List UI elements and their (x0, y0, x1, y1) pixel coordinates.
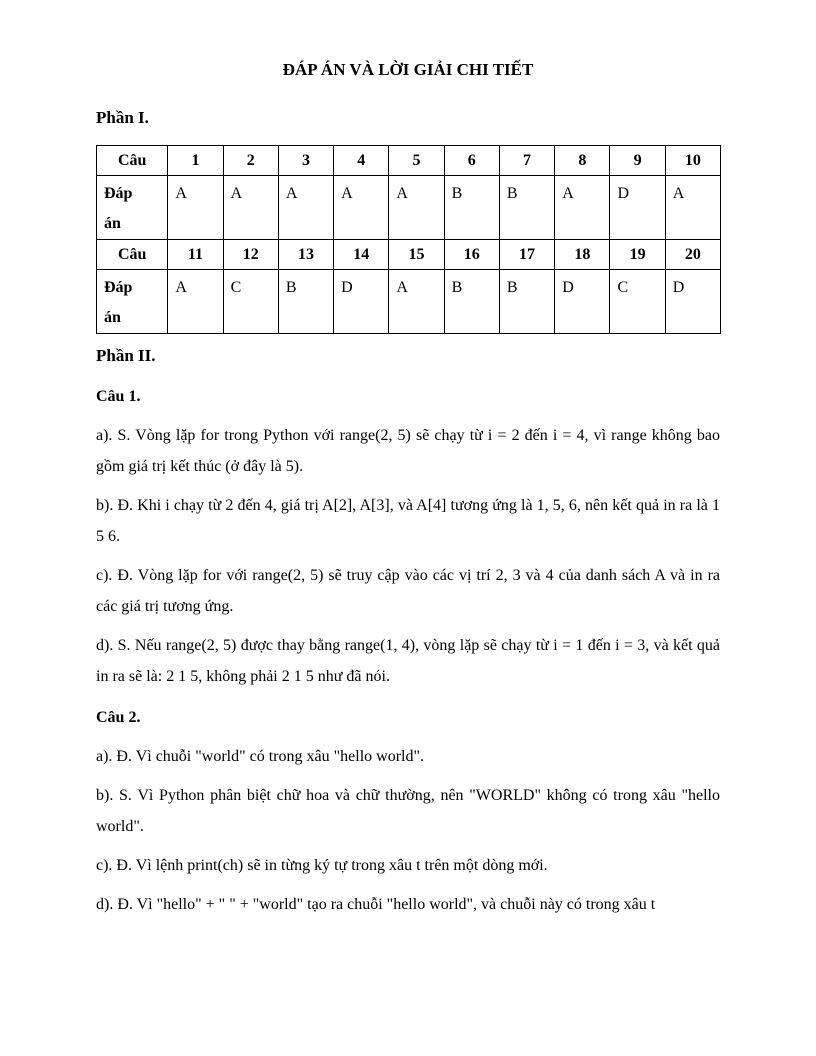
answer-cell: B (444, 176, 499, 240)
solution-block-cau-2 (96, 702, 720, 920)
answer-label-cell: Đáp án (97, 176, 168, 240)
answer-cell: A (168, 270, 223, 334)
question-label-cell: Câu (97, 240, 168, 270)
answer-cell: A (334, 176, 389, 240)
question-number-cell: 13 (278, 240, 333, 270)
answer-cell: A (389, 270, 444, 334)
answer-table (96, 145, 721, 334)
solution-paragraph-2b: b). S. Vì Python phân biệt chữ hoa và chữ thường, nên "WORLD" không có trong xâu "hello world". (96, 787, 720, 835)
answer-cell: B (444, 270, 499, 334)
answer-cell: A (223, 176, 278, 240)
question-label-cell: Câu (97, 146, 168, 176)
answer-cell: B (499, 176, 554, 240)
part-2-heading: Phần II. (96, 346, 156, 365)
solution-paragraph-1a: a). S. Vòng lặp for trong Python với range(2, 5) sẽ chạy từ i = 2 đến i = 4, vì range không bao gồm giá trị kết thúc (ở đây là 5). (96, 427, 720, 475)
question-number-cell: 20 (665, 240, 720, 270)
answer-cell: D (665, 270, 720, 334)
answer-cell: B (278, 270, 333, 334)
answer-row-11-20 (97, 270, 721, 334)
question-number-cell: 17 (499, 240, 554, 270)
question-number-cell: 12 (223, 240, 278, 270)
answer-cell: A (665, 176, 720, 240)
question-number-cell: 19 (610, 240, 665, 270)
question-1-heading: Câu 1. (96, 388, 141, 405)
solution-paragraph-1d: d). S. Nếu range(2, 5) được thay bằng range(1, 4), vòng lặp sẽ chạy từ i = 1 đến i = 3, và kết quả in ra sẽ là: 2 1 5, không phải 2 1 5 như đã nói. (96, 637, 720, 685)
solution-paragraph-2d: d). Đ. Vì "hello" + " " + "world" tạo ra chuỗi "hello world", và chuỗi này có trong xâu t (96, 896, 656, 913)
question-number-cell: 15 (389, 240, 444, 270)
answer-cell: A (555, 176, 610, 240)
answer-cell: A (389, 176, 444, 240)
answer-label-cell: Đáp án (97, 270, 168, 334)
question-number-cell: 4 (334, 146, 389, 176)
solution-paragraph-2a: a). Đ. Vì chuỗi "world" có trong xâu "hello world". (96, 748, 424, 765)
question-number-cell: 2 (223, 146, 278, 176)
page-title: ĐÁP ÁN VÀ LỜI GIẢI CHI TIẾT (282, 60, 534, 79)
part-1-heading: Phần I. (96, 108, 149, 127)
answer-cell: B (499, 270, 554, 334)
solution-paragraph-1c: c). Đ. Vòng lặp for với range(2, 5) sẽ truy cập vào các vị trí 2, 3 và 4 của danh sách A và in ra các giá trị tương ứng. (96, 567, 720, 615)
question-number-cell: 5 (389, 146, 444, 176)
answer-cell: A (168, 176, 223, 240)
solution-paragraph-2c: c). Đ. Vì lệnh print(ch) sẽ in từng ký tự trong xâu t trên một dòng mới. (96, 857, 548, 874)
question-2-heading: Câu 2. (96, 709, 141, 726)
answer-cell: D (610, 176, 665, 240)
answer-row-1-10 (97, 176, 721, 240)
solution-paragraph-1b: b). Đ. Khi i chạy từ 2 đến 4, giá trị A[2], A[3], và A[4] tương ứng là 1, 5, 6, nên kết quả in ra là 1 5 6. (96, 497, 720, 545)
question-number-cell: 8 (555, 146, 610, 176)
question-number-cell: 10 (665, 146, 720, 176)
answer-cell: C (223, 270, 278, 334)
solution-block-cau-1 (96, 381, 720, 692)
question-header-row-1-10 (97, 146, 721, 176)
question-header-row-11-20 (97, 240, 721, 270)
question-number-cell: 16 (444, 240, 499, 270)
question-number-cell: 14 (334, 240, 389, 270)
answer-cell: C (610, 270, 665, 334)
question-number-cell: 3 (278, 146, 333, 176)
question-number-cell: 1 (168, 146, 223, 176)
question-number-cell: 7 (499, 146, 554, 176)
question-number-cell: 11 (168, 240, 223, 270)
answer-cell: A (278, 176, 333, 240)
question-number-cell: 18 (555, 240, 610, 270)
answer-cell: D (555, 270, 610, 334)
question-number-cell: 9 (610, 146, 665, 176)
question-number-cell: 6 (444, 146, 499, 176)
answer-cell: D (334, 270, 389, 334)
